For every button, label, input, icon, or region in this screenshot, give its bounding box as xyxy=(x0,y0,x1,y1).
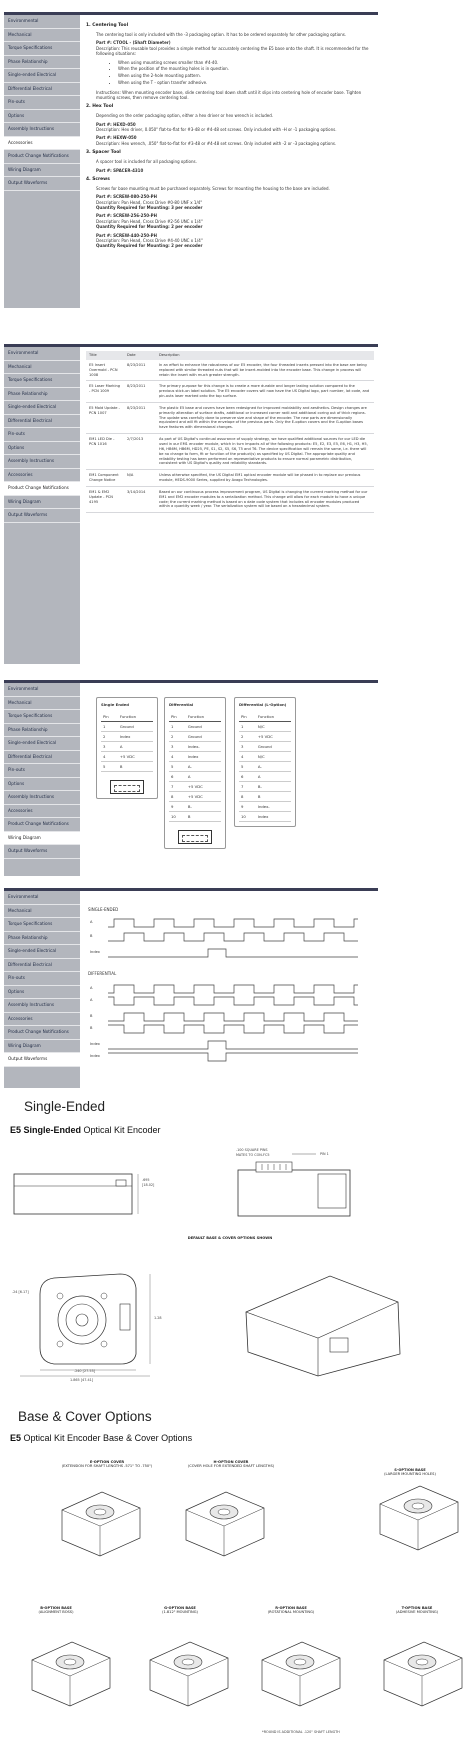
pin-number: 10 xyxy=(239,812,256,822)
pin-function: A- xyxy=(256,762,291,772)
pcn-date: 8/23/2011 xyxy=(124,360,156,381)
single-ended-title xyxy=(10,1124,161,1136)
pin-function: Ground xyxy=(186,732,221,742)
waveform-trace xyxy=(108,1041,358,1049)
dimension-a: .240 [27.53] xyxy=(74,1369,95,1373)
title-rest: Optical Kit Encoder Base & Cover Options xyxy=(21,1433,193,1443)
single-ended-label: SINGLE-ENDED xyxy=(88,907,119,912)
part-number: Part #: SCREW-440-250-PH xyxy=(96,232,157,238)
pin-function: A xyxy=(186,772,221,782)
sidebar-item-options[interactable]: Options xyxy=(4,778,80,792)
table-row xyxy=(169,742,221,752)
sidebar-item-single-ended-electrical[interactable]: Single-ended Electrical xyxy=(4,945,80,959)
channel-label: B xyxy=(90,934,93,938)
single-ended-pinout xyxy=(96,697,158,799)
table-row xyxy=(169,782,221,792)
pin-function: +5 VDC xyxy=(186,782,221,792)
column-header: Date xyxy=(124,351,156,360)
pcn-date: 8/23/2011 xyxy=(124,402,156,433)
sidebar-nav xyxy=(4,347,80,664)
pin-number: 6 xyxy=(239,772,256,782)
default-options-caption: DEFAULT BASE & COVER OPTIONS SHOWN xyxy=(187,1236,273,1240)
sidebar-item-torque-specifications[interactable]: Torque Specifications xyxy=(4,918,80,932)
pin-function: Ground xyxy=(256,742,291,752)
heading-single-ended: Single-Ended xyxy=(24,1099,106,1114)
table-row xyxy=(86,470,374,487)
sidebar-item-pin-outs[interactable]: Pin-outs xyxy=(4,428,80,442)
part-description: Description: Pan Head, Cross Drive #2-56 UNC x 1/4" xyxy=(96,218,203,224)
part-number: Part #: SPACER-4310 xyxy=(96,167,144,173)
channel-label: A xyxy=(90,986,93,990)
pcn-date: 3/14/2014 xyxy=(124,486,156,512)
differential-l-pinout xyxy=(234,697,296,827)
option-name: T-OPTION BASE xyxy=(401,1606,433,1610)
sidebar-item-environmental[interactable]: Environmental xyxy=(4,347,80,361)
option-name: G-OPTION BASE xyxy=(164,1606,196,1610)
sidebar-item-assembly-instructions[interactable]: Assembly Instructions xyxy=(4,999,80,1013)
connector-icon xyxy=(110,780,144,794)
pin-function: Index- xyxy=(256,802,291,812)
pin-number: 8 xyxy=(169,792,186,802)
column-header: Function xyxy=(186,713,221,722)
situation-list xyxy=(96,60,374,86)
option-drawing xyxy=(150,1642,228,1706)
part-number: Part #: HEXW-050 xyxy=(96,135,137,141)
part-description: Description: Pan Head, Cross Drive #4-40 UNC x 1/4" xyxy=(96,238,203,244)
pinout-title: Differential xyxy=(169,702,194,707)
table-row xyxy=(169,722,221,732)
sidebar-item-differential-electrical[interactable]: Differential Electrical xyxy=(4,83,80,97)
pin-function: B xyxy=(256,792,291,802)
pcn-title: E5 Laser Marking - PCN 1009 xyxy=(86,381,124,403)
column-header: Function xyxy=(118,713,153,722)
option-drawing xyxy=(380,1486,458,1550)
column-header: Title xyxy=(86,351,124,360)
sidebar-item-accessories[interactable]: Accessories xyxy=(4,1013,80,1027)
option-name: R-OPTION BASE xyxy=(275,1606,307,1610)
pin-number: 2 xyxy=(101,732,118,742)
section-title: 4. Screws xyxy=(86,176,110,182)
pcn-date: N/A xyxy=(124,470,156,487)
pcn-title: EM1 LED Die - PCN 1016 xyxy=(86,434,124,470)
waveform-trace xyxy=(108,949,358,957)
footnote: *ROUND IS ADDITIONAL .120" SHAFT LENGTH xyxy=(262,1730,340,1734)
channel-label: B xyxy=(90,1026,93,1030)
option-subtitle: (ADHESIVE MOUNTING) xyxy=(395,1610,439,1615)
column-header: Pin xyxy=(169,713,186,722)
option-drawing xyxy=(62,1492,140,1556)
part-description: Description: Pan Head, Cross Drive #0-80 UNF x 1/4" xyxy=(96,199,203,205)
option-name: S-OPTION BASE xyxy=(394,1468,426,1472)
sidebar-item-mechanical[interactable]: Mechanical xyxy=(4,29,80,43)
channel-label: B xyxy=(90,1014,93,1018)
waveform-trace xyxy=(108,1053,358,1061)
waveform-diagram xyxy=(88,895,368,1084)
option-drawing xyxy=(384,1642,462,1706)
pin-function: A- xyxy=(186,762,221,772)
column-header: Pin xyxy=(101,713,118,722)
part-description: Description: Hex wrench, .050" flat-to-flat for #3-48 or #4-48 set screws. Only included with -2 or -3 packaging options. xyxy=(96,140,337,146)
sidebar-item-options[interactable]: Options xyxy=(4,110,80,124)
table-row xyxy=(239,742,291,752)
sidebar-item-wiring-diagram[interactable]: Wiring Diagram xyxy=(4,496,80,510)
sidebar-item-mechanical[interactable]: Mechanical xyxy=(4,697,80,711)
section-title: 1. Centering Tool xyxy=(86,23,129,28)
pin-number: 9 xyxy=(169,802,186,812)
pcn-table xyxy=(86,351,374,513)
connector-note: .100 SQUARE PINS MATES TO CON-FC5 xyxy=(236,1148,270,1157)
waveforms-content xyxy=(88,895,374,1084)
waveform-trace xyxy=(108,919,358,927)
sidebar-item-options[interactable]: Options xyxy=(4,442,80,456)
part-number: Part #: SCREW-256-250-PH xyxy=(96,213,157,219)
table-row xyxy=(101,752,153,762)
waveform-trace xyxy=(108,1025,358,1033)
pin-number: 4 xyxy=(169,752,186,762)
sidebar-item-output-waveforms[interactable]: Output Waveforms xyxy=(4,509,80,523)
pin-function: Ground xyxy=(118,722,153,732)
channel-label: A xyxy=(90,998,93,1002)
sidebar-item-differential-electrical[interactable]: Differential Electrical xyxy=(4,959,80,973)
dimension-b: 1.865 [47.41] xyxy=(70,1378,94,1382)
table-row xyxy=(169,772,221,782)
table-row xyxy=(86,360,374,381)
accessories-content xyxy=(86,19,374,304)
sidebar-item-environmental[interactable]: Environmental xyxy=(4,683,80,697)
sidebar-item-mechanical[interactable]: Mechanical xyxy=(4,905,80,919)
table-row xyxy=(169,762,221,772)
sidebar-item-phase-relationship[interactable]: Phase Relationship xyxy=(4,932,80,946)
pinout-title: Differential (L-Option) xyxy=(239,702,287,707)
option-name: H-OPTION COVER xyxy=(213,1460,249,1464)
pcn-title: EM1 & EM2 Update - PCN 4195 xyxy=(86,486,124,512)
dimension-d: .24 [6.17] xyxy=(12,1290,29,1294)
table-row xyxy=(86,381,374,403)
pin-number: 5 xyxy=(239,762,256,772)
pin-number: 6 xyxy=(169,772,186,782)
channel-label: Index xyxy=(90,1054,100,1058)
pin-number: 5 xyxy=(101,762,118,772)
title-rest: Optical Kit Encoder xyxy=(81,1125,161,1135)
part-description: Description: Hex driver, 0.050" flat-to-flat for #3-48 or #4-48 set screws. Only included with -H or -1 packaging options. xyxy=(96,127,337,133)
pin1-label: PIN 1 xyxy=(320,1152,329,1156)
pin-function: Index xyxy=(118,732,153,742)
pinout-table xyxy=(169,713,221,822)
sidebar-item-pin-outs[interactable]: Pin-outs xyxy=(4,972,80,986)
pin-function: A xyxy=(118,742,153,752)
waveform-trace xyxy=(108,1013,358,1021)
list-item: • When using the T - option transfer adhesive. xyxy=(118,80,374,85)
pin-function: B- xyxy=(256,782,291,792)
pcn-panel xyxy=(4,344,378,664)
pin-function: Index xyxy=(186,752,221,762)
pin-number: 8 xyxy=(239,792,256,802)
pcn-desc: In an effort to enhance the robustness of our E5 encoder, the four threaded inserts pressed into the base are being replaced with similar threaded nuts that will be insert-molded into the encoder base. This change in process will retain the insert with much greater strength. xyxy=(156,360,374,381)
column-header: Description xyxy=(156,351,374,360)
table-row xyxy=(101,762,153,772)
section-text: The centering tool is only included with the -3 packaging option. It has to be ordered separately for other packaging options. xyxy=(96,31,347,37)
pcn-desc: Based on our continuous process improvement program, US Digital is changing the current marking method for our EM1 and EM2 encoder modules to a serialization method. This change will allow for each module to have a unique code; the current marking method is based on a date code system that includes all encoder modules produced within a quantity week / year. The serialization system will be based on a hexadecimal system. xyxy=(156,486,374,512)
sidebar-item-mechanical[interactable]: Mechanical xyxy=(4,361,80,375)
differential-pinout xyxy=(164,697,226,849)
pcn-date: 8/23/2011 xyxy=(124,381,156,403)
sidebar-item-pin-outs[interactable]: Pin-outs xyxy=(4,764,80,778)
pcn-desc: The primary purpose for this change is to create a more durable and longer lasting solution compared to the previous stick-on label solution. The E5 encoder covers will now have the US Digital logo, part number, lot code, and pin-outs laser marked onto the top surface. xyxy=(156,381,374,403)
pin-function: +5 VDC xyxy=(256,732,291,742)
sidebar-item-accessories[interactable]: Accessories xyxy=(4,805,80,819)
sidebar-nav xyxy=(4,891,80,1088)
instructions-text: Instructions: When mounting encoder base, slide centering tool down shaft until it slips into centering hole of encoder base. Tighten mounting screws, then remove centering tool. xyxy=(96,89,362,100)
pin-number: 7 xyxy=(169,782,186,792)
list-item: • When the position of the mounting holes is in question. xyxy=(118,66,374,71)
sidebar-item-options[interactable]: Options xyxy=(4,986,80,1000)
pin-number: 3 xyxy=(101,742,118,752)
option-drawing xyxy=(186,1492,264,1556)
table-row xyxy=(239,782,291,792)
pin-function: B- xyxy=(186,802,221,812)
pcn-content xyxy=(86,351,374,660)
pinout-table xyxy=(239,713,291,822)
sidebar-item-phase-relationship[interactable]: Phase Relationship xyxy=(4,56,80,70)
differential-label: DIFFERENTIAL xyxy=(88,971,117,976)
sidebar-nav xyxy=(4,683,80,876)
table-row xyxy=(239,802,291,812)
pin-number: 3 xyxy=(169,742,186,752)
sidebar-item-output-waveforms[interactable]: Output Waveforms xyxy=(4,845,80,859)
pcn-date: 2/7/2013 xyxy=(124,434,156,470)
waveform-trace xyxy=(108,985,358,993)
table-row xyxy=(101,732,153,742)
sidebar-item-differential-electrical[interactable]: Differential Electrical xyxy=(4,415,80,429)
pcn-desc: The plastic E5 base and covers have been redesigned for improved moldability and aesthetics. Design changes are primarily alteration of surface drafts, additional or increased corner radii and additional coring out of thick regions. The update was carefully done to preserve size and shape of the encoder. The new parts are dimensionally equivalent and will fit within the envelope of the previous parts. Only the E-option covers and the G-option bases have features with dimensional changes. xyxy=(156,402,374,433)
sidebar-item-environmental[interactable]: Environmental xyxy=(4,15,80,29)
column-header: Function xyxy=(256,713,291,722)
pin-number: 10 xyxy=(169,812,186,822)
pin-function: +5 VDC xyxy=(186,792,221,802)
section-title: 3. Spacer Tool xyxy=(86,150,121,156)
pcn-title: E5 Insert Overmold - PCN 1008 xyxy=(86,360,124,381)
table-row xyxy=(239,752,291,762)
sidebar-item-pin-outs[interactable]: Pin-outs xyxy=(4,96,80,110)
section-text: A spacer tool is included for all packaging options. xyxy=(96,159,197,165)
pin-number: 4 xyxy=(101,752,118,762)
table-row xyxy=(239,722,291,732)
part-quantity: Quantity Required for Mounting: 3 per encoder xyxy=(96,205,203,211)
table-row xyxy=(169,812,221,822)
pin-number: 9 xyxy=(239,802,256,812)
section-text: Screws for base mounting must be purchased separately. Screws for mounting the housing to the base are included. xyxy=(96,185,330,191)
pin-function: B xyxy=(118,762,153,772)
pin-function: N/C xyxy=(256,752,291,762)
pin-function: Index- xyxy=(186,742,221,752)
option-subtitle: (ALIGNMENT BOSS) xyxy=(38,1610,74,1615)
pin-number: 1 xyxy=(239,722,256,732)
pinout-table xyxy=(101,713,153,772)
option-drawing xyxy=(262,1642,340,1706)
pinout-title: Single Ended xyxy=(101,702,129,707)
table-row xyxy=(86,402,374,433)
sidebar-item-torque-specifications[interactable]: Torque Specifications xyxy=(4,374,80,388)
table-row xyxy=(86,486,374,512)
table-row xyxy=(239,762,291,772)
table-row xyxy=(86,434,374,470)
sidebar-item-torque-specifications[interactable]: Torque Specifications xyxy=(4,710,80,724)
sidebar-item-differential-electrical[interactable]: Differential Electrical xyxy=(4,751,80,765)
pin-number: 1 xyxy=(101,722,118,732)
sidebar-item-accessories[interactable]: Accessories xyxy=(4,137,80,151)
pin-number: 2 xyxy=(239,732,256,742)
part-number: Part #: CTOOL - (Shaft Diameter) xyxy=(96,40,171,46)
table-row xyxy=(239,812,291,822)
list-item: • When using mounting screws smaller than #4-40. xyxy=(118,60,374,65)
table-row xyxy=(169,752,221,762)
part-description: Description: This reusable tool provides a simple method for accurately centering the E5 base onto the shaft. It is recommended for the following situations: xyxy=(96,45,369,57)
sidebar-item-wiring-diagram[interactable]: Wiring Diagram xyxy=(4,164,80,178)
option-subtitle: (COVER HOLE FOR EXTENDED SHAFT LENGTHS) xyxy=(187,1464,275,1469)
sidebar-item-product-change-notifications[interactable]: Product Change Notifications xyxy=(4,818,80,832)
table-row xyxy=(239,792,291,802)
column-header: Pin xyxy=(239,713,256,722)
sidebar-item-single-ended-electrical[interactable]: Single-ended Electrical xyxy=(4,69,80,83)
pcn-desc: As part of US Digital's continual assurance of supply strategy, we have qualified additional sources for our LED die used in our EM1 encoder module, which in turn impacts all of the following products: E5, E2, E3, E5, E6, H1, H3, H5, H6, HB6M, HB6M, HD25, PE, S1, S2, S5, S6, T5 and T6. The device specification will remain the same, i.e. there will be no change to form, fit or function of the product(s) as specified by US Digital. The appropriate quality and reliability testing has been performed on representative products to ensure normal parametric distribution, consistent with US Digital's quality and reliability standards. xyxy=(156,434,374,470)
pin-number: 1 xyxy=(169,722,186,732)
sidebar-item-assembly-instructions[interactable]: Assembly Instructions xyxy=(4,455,80,469)
pin-function: A xyxy=(256,772,291,782)
pcn-desc: Unless otherwise specified, the US Digital EM1 optical encoder module will be phased in to replace our previous module, HEDS-9000 Series, supplied by Avago Technologies. xyxy=(156,470,374,487)
sidebar-item-product-change-notifications[interactable]: Product Change Notifications xyxy=(4,150,80,164)
sidebar-item-single-ended-electrical[interactable]: Single-ended Electrical xyxy=(4,401,80,415)
table-row xyxy=(169,802,221,812)
accessories-panel xyxy=(4,12,378,308)
base-cover-title xyxy=(10,1432,192,1444)
sidebar-item-assembly-instructions[interactable]: Assembly Instructions xyxy=(4,123,80,137)
sidebar-item-environmental[interactable]: Environmental xyxy=(4,891,80,905)
sidebar-item-output-waveforms[interactable]: Output Waveforms xyxy=(4,1053,80,1067)
sidebar-item-product-change-notifications[interactable]: Product Change Notifications xyxy=(4,482,80,496)
pin-function: Ground xyxy=(186,722,221,732)
table-row xyxy=(239,732,291,742)
waveforms-panel xyxy=(4,888,378,1088)
channel-label: Index xyxy=(90,950,100,954)
pin-function: B xyxy=(186,812,221,822)
sidebar-item-phase-relationship[interactable]: Phase Relationship xyxy=(4,724,80,738)
option-drawing xyxy=(32,1642,110,1706)
sidebar-item-torque-specifications[interactable]: Torque Specifications xyxy=(4,42,80,56)
wiring-panel xyxy=(4,680,378,876)
sidebar-item-wiring-diagram[interactable]: Wiring Diagram xyxy=(4,1040,80,1054)
option-subtitle: (EXTENSION FOR SHAFT LENGTHS .571" TO .750") xyxy=(61,1464,153,1469)
list-item: • When using the 2-hole mounting pattern. xyxy=(118,73,374,78)
connector-icon xyxy=(178,830,212,844)
sidebar-item-output-waveforms[interactable]: Output Waveforms xyxy=(4,177,80,191)
pin-number: 7 xyxy=(239,782,256,792)
option-subtitle: (1.812" MOUNTING) xyxy=(162,1610,198,1615)
heading-base-cover-options: Base & Cover Options xyxy=(18,1409,152,1424)
pin-number: 5 xyxy=(169,762,186,772)
pin-function: Index xyxy=(256,812,291,822)
channel-label: A xyxy=(90,920,93,924)
table-row xyxy=(239,772,291,782)
title-bold: E5 Single-Ended xyxy=(10,1125,82,1135)
section-title: 2. Hex Tool xyxy=(86,104,114,110)
height-dimension: .695 [18.02] xyxy=(142,1178,155,1187)
sidebar-item-product-change-notifications[interactable]: Product Change Notifications xyxy=(4,1026,80,1040)
table-row xyxy=(169,792,221,802)
pin-function: +5 VDC xyxy=(118,752,153,762)
encoder-top-view xyxy=(0,1250,474,1380)
pcn-title: EM1 Component Change Notice xyxy=(86,470,124,487)
sidebar-item-phase-relationship[interactable]: Phase Relationship xyxy=(4,388,80,402)
dimension-c: 1.28 xyxy=(154,1316,162,1320)
waveform-trace xyxy=(108,933,358,941)
part-number: Part #: HEXD-050 xyxy=(96,121,136,127)
sidebar-item-accessories[interactable]: Accessories xyxy=(4,469,80,483)
sidebar-nav xyxy=(4,15,80,308)
part-number: Part #: SCREW-080-250-PH xyxy=(96,194,157,200)
option-name: B-OPTION BASE xyxy=(40,1606,72,1610)
pin-number: 4 xyxy=(239,752,256,762)
table-row xyxy=(169,732,221,742)
table-row xyxy=(101,722,153,732)
title-bold: E5 xyxy=(10,1433,22,1443)
sidebar-item-assembly-instructions[interactable]: Assembly Instructions xyxy=(4,791,80,805)
pin-function: N/C xyxy=(256,722,291,732)
section-text: Depending on the order packaging option, either a hex driver or hex wrench is included. xyxy=(96,113,274,119)
option-subtitle: (LARGER MOUNTING HOLES) xyxy=(384,1472,436,1477)
pin-number: 3 xyxy=(239,742,256,752)
sidebar-item-wiring-diagram[interactable]: Wiring Diagram xyxy=(4,832,80,846)
option-name: E-OPTION COVER xyxy=(89,1460,125,1464)
sidebar-item-single-ended-electrical[interactable]: Single-ended Electrical xyxy=(4,737,80,751)
base-cover-options-drawing xyxy=(0,1444,474,1744)
channel-label: Index xyxy=(90,1042,100,1046)
pin-number: 2 xyxy=(169,732,186,742)
table-row xyxy=(101,742,153,752)
waveform-trace xyxy=(108,997,358,1005)
option-subtitle: (ROTATIONAL MOUNTING) xyxy=(267,1610,315,1615)
pcn-title: E5 Mold Update - PCN 1007 xyxy=(86,402,124,433)
part-quantity: Quantity Required for Mounting: 2 per encoder xyxy=(96,243,203,249)
part-quantity: Quantity Required for Mounting: 2 per encoder xyxy=(96,224,203,230)
